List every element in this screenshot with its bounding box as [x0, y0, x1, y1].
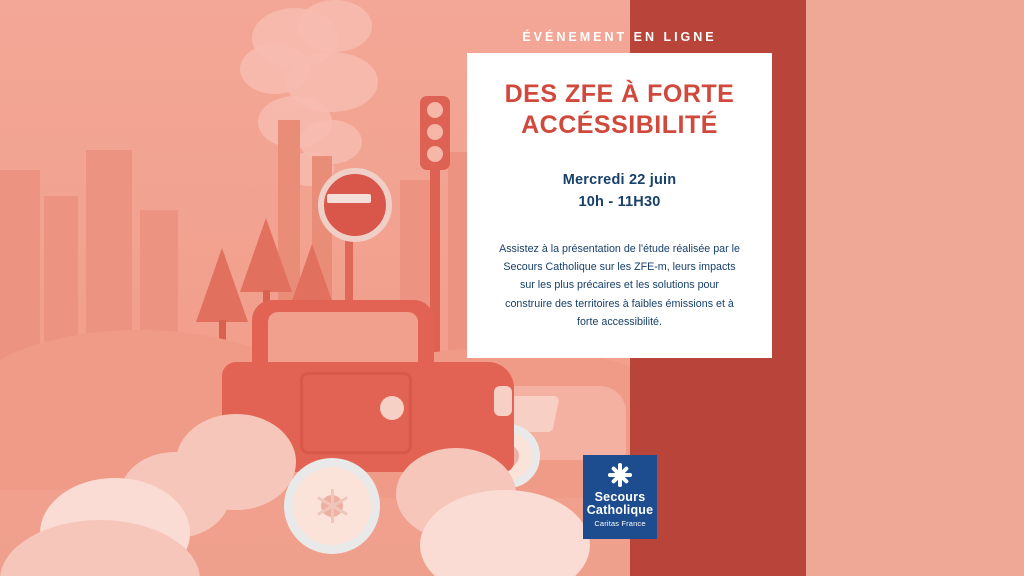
event-datetime [493, 170, 746, 214]
traffic-light-lamp [427, 146, 443, 162]
car-wheel-front [284, 458, 380, 554]
car-headlamp [494, 386, 512, 416]
building-silhouette [0, 170, 40, 370]
event-info-card [467, 53, 772, 358]
traffic-light [420, 96, 450, 170]
traffic-light-lamp [427, 102, 443, 118]
logo-line-3: Caritas France [594, 519, 646, 529]
no-entry-bar [327, 194, 371, 203]
event-kicker: ÉVÉNEMENT EN LIGNE [522, 30, 717, 44]
logo-line-2: Catholique [586, 503, 654, 518]
car-window [268, 312, 418, 364]
event-title: DES ZFE À FORTE ACCÉSSIBILITÉ [504, 80, 735, 139]
event-time: 10h - 11H30 [578, 193, 661, 210]
secours-catholique-logo [583, 455, 657, 539]
traffic-light-lamp [427, 124, 443, 140]
maltese-cross-icon [607, 462, 633, 488]
car-headlamp [380, 396, 404, 420]
event-description: Assistez à la présentation de l'étude réalisée par le Secours Catholique sur les ZFE-m, leurs impacts sur les plus précaires et les solutions pour construire des territoires à faibles émissions et à forte accessibilité. [499, 242, 740, 329]
no-entry-sign [318, 168, 392, 242]
event-date: Mercredi 22 juin [562, 172, 677, 188]
pine-tree [196, 248, 248, 322]
logo-line-1: Secours [594, 490, 646, 504]
smoke-puff [298, 0, 372, 52]
page-background [806, 0, 1024, 576]
